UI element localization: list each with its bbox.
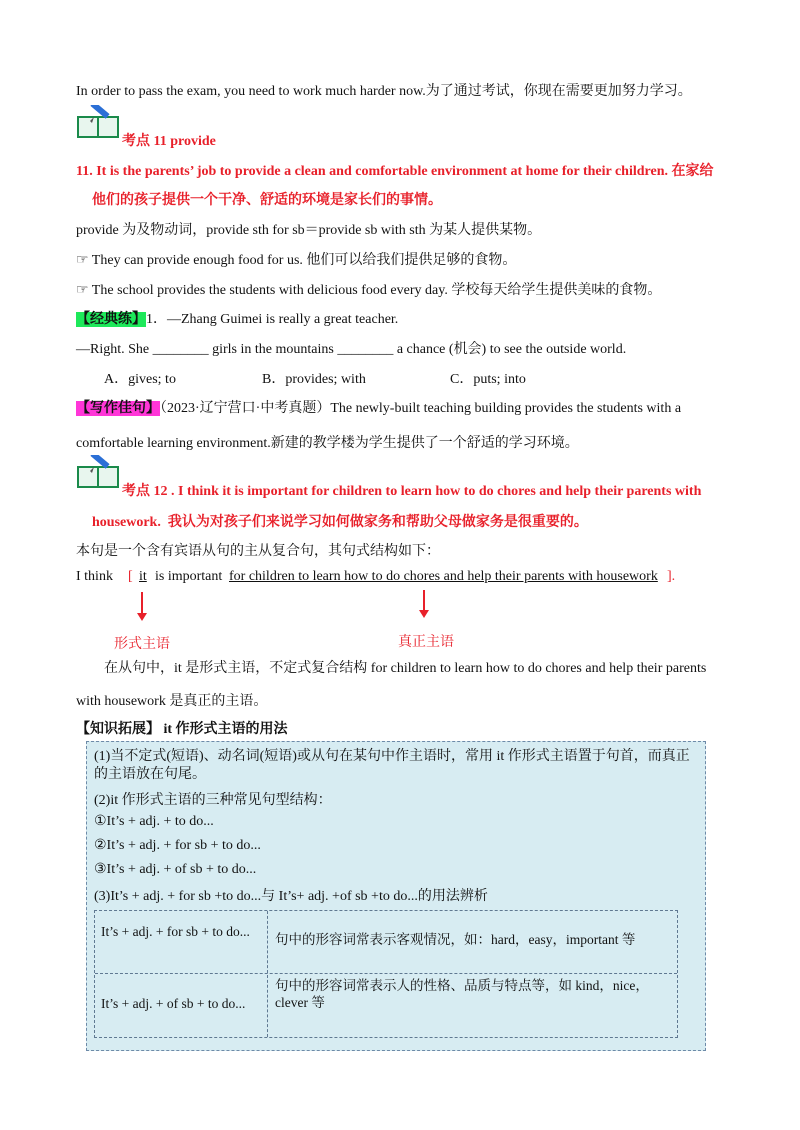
practice-line: [76, 308, 398, 328]
table-cell-r2c2: 句中的形容词常表示人的性格、品质与特点等，如 kind，nice，clever 等: [275, 978, 649, 1010]
table-cell-r1c1: It’s + adj. + for sb + to do...: [101, 924, 250, 939]
key-sentence-11: 11. It is the parents’ job to provide a clean and comfortable environment at home for their children. 在家给: [76, 164, 714, 179]
book-pencil-icon: [76, 455, 120, 489]
box-pattern-3: ③It’s + adj. + of sb + to do...: [94, 862, 257, 877]
writing-tag: 【写作佳句】: [76, 401, 160, 416]
section-title-kp11: 考点 11 provide: [122, 134, 216, 149]
writing-line: [76, 397, 681, 417]
knowledge-extension-title: 【知识拓展】 it 作形式主语的用法: [76, 722, 288, 737]
option-a[interactable]: A．gives; to: [104, 372, 176, 387]
label-formal-subject: 形式主语: [114, 637, 170, 652]
table-cell-r1c2: 句中的形容词常表示客观情况，如：hard，easy，important 等: [275, 932, 636, 947]
box-point-1: (1)当不定式(短语)、动名词(短语)或从句在某句中作主语时，常用 it 作形式主语置于句首，而真正: [94, 749, 690, 764]
section-title-kp12: 考点 12 . I think it is important for children to learn how to do chores and help their parents with: [122, 484, 702, 499]
option-b[interactable]: B．provides; with: [262, 372, 366, 387]
table-cell-r2c1: It’s + adj. + of sb + to do...: [101, 996, 246, 1011]
practice-tag: 【经典练】: [76, 312, 146, 327]
option-c[interactable]: C．puts; into: [450, 372, 526, 387]
box-pattern-1: ①It’s + adj. + to do...: [94, 814, 214, 829]
box-point-2: (2)it 作形式主语的三种常见句型结构：: [94, 793, 332, 808]
section-title-kp12-cont: [92, 511, 588, 531]
arrow-real-shaft: [423, 590, 425, 611]
structure-is-important: is important: [155, 569, 223, 584]
writing-sentence: （2023·辽宁营口·中考真题）The newly-built teaching building provides the students with a: [160, 401, 682, 416]
label-real-subject: 真正主语: [398, 635, 454, 650]
box-point-3: (3)It’s + adj. + for sb +to do...与 It’s+ adj. +of sb +to do...的用法辨析: [94, 889, 488, 904]
practice-question: 1．—Zhang Guimei is really a great teacher.: [146, 312, 399, 327]
arrow-down-icon: [137, 613, 147, 621]
provide-rule: provide 为及物动词，provide sth for sb＝provide sb with sth 为某人提供某物。: [76, 223, 542, 238]
structure-i-think: I think: [76, 569, 113, 584]
practice-question-2: —Right. She ________ girls in the mountains ________ a chance (机会) to see the outside world.: [76, 342, 627, 357]
box-pattern-2: ②It’s + adj. + for sb + to do...: [94, 838, 261, 853]
structure-real-subject: for children to learn how to do chores and help their parents with housework: [229, 569, 658, 584]
book-pencil-icon: [76, 105, 120, 139]
structure-right-bracket: ].: [667, 569, 676, 584]
arrow-down-icon: [419, 610, 429, 618]
writing-sentence-2: comfortable learning environment.新建的教学楼为学生提供了一个舒适的学习环境。: [76, 436, 579, 451]
structure-left-bracket: [: [128, 569, 133, 584]
example-1: ☞ They can provide enough food for us. 他们可以给我们提供足够的食物。: [76, 253, 517, 268]
comparison-table: [94, 910, 678, 1038]
structure-it: it: [139, 569, 147, 584]
kp12-translation: 我认为对孩子们来说学习如何做家务和帮助父母做家务是很重要的。: [167, 515, 588, 530]
arrow-formal-shaft: [141, 592, 143, 614]
explanation-2: with housework 是真正的主语。: [76, 694, 268, 709]
sentence-example: In order to pass the exam, you need to work much harder now.为了通过考试，你现在需要更加努力学习。: [76, 84, 692, 99]
key-sentence-11-translation: 他们的孩子提供一个干净、舒适的环境是家长们的事情。: [92, 193, 442, 208]
example-2: ☞ The school provides the students with delicious food every day. 学校每天给学生提供美味的食物。: [76, 283, 662, 298]
explanation-1: 在从句中，it 是形式主语，不定式复合结构 for children to learn how to do chores and help their parents: [104, 661, 707, 676]
box-point-1-cont: 的主语放在句尾。: [94, 767, 206, 782]
structure-intro: 本句是一个含有宾语从句的主从复合句，其句式结构如下：: [76, 544, 440, 559]
kp12-word: housework.: [92, 515, 161, 530]
